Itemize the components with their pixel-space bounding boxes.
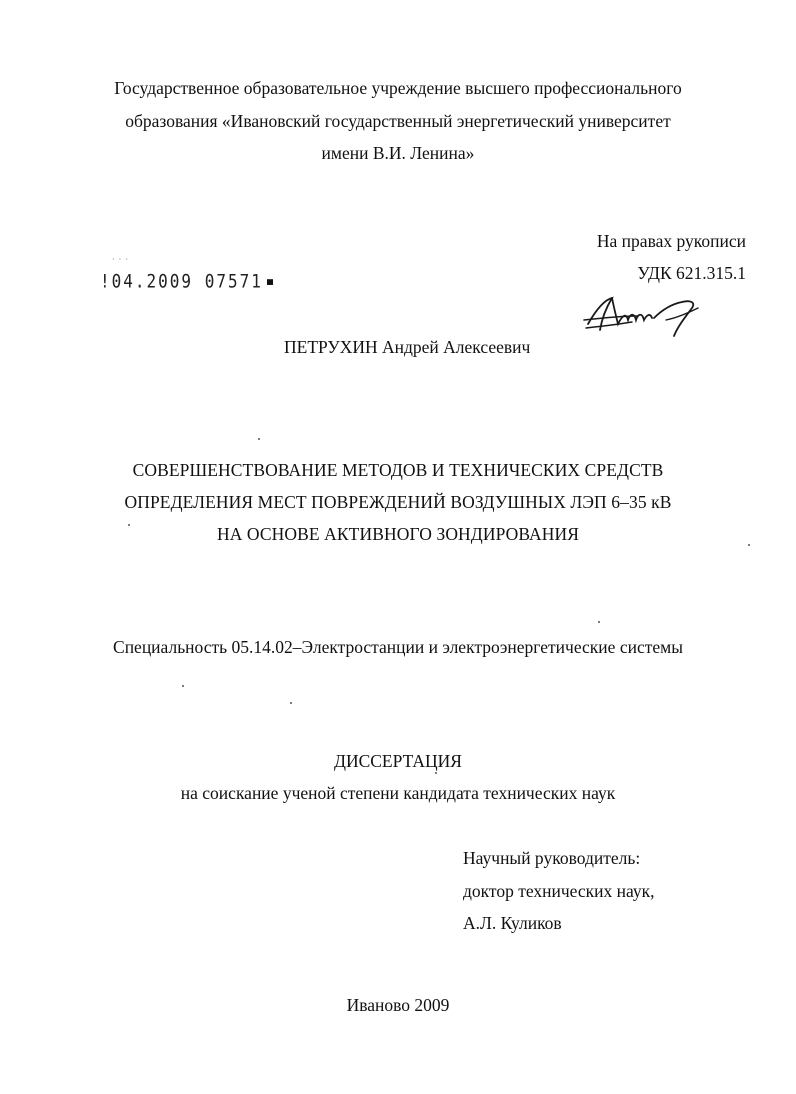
scan-speck [748, 544, 750, 546]
title-line-3: НА ОСНОВЕ АКТИВНОГО ЗОНДИРОВАНИЯ [216, 524, 580, 544]
advisor-label: Научный руководитель: [463, 848, 641, 868]
specialty: Специальность 05.14.02–Электростанции и электроэнергетические системы [113, 637, 683, 657]
udc-code: УДК 621.315.1 [637, 263, 746, 283]
scan-speck [128, 524, 130, 526]
title-line-2: ОПРЕДЕЛЕНИЯ МЕСТ ПОВРЕЖДЕНИЙ ВОЗДУШНЫХ ЛЭП 6–35 кВ [124, 492, 672, 512]
signature-icon [582, 290, 712, 340]
scan-speck [290, 702, 292, 704]
advisor-name: А.Л. Куликов [463, 913, 562, 933]
stamp-tick-marks: · · · [112, 255, 129, 264]
scan-speck [258, 438, 260, 440]
institution-line-2: образования «Ивановский государственный энергетический университет [125, 111, 671, 131]
place-year: Иваново 2009 [346, 995, 450, 1015]
manuscript-note: На правах рукописи [596, 231, 746, 251]
scan-speck [182, 685, 184, 687]
scan-speck [435, 772, 437, 774]
institution-line-1: Государственное образовательное учреждение высшего профессионального [114, 78, 682, 98]
degree-sought: на соискание ученой степени кандидата технических наук [180, 783, 616, 803]
institution-line-3: имени В.И. Ленина» [321, 143, 475, 163]
author-name: ПЕТРУХИН Андрей Алексеевич [284, 337, 531, 357]
document-type: ДИССЕРТАЦИЯ [334, 751, 462, 771]
registration-stamp-number: !04.2009 07571 [100, 270, 263, 292]
scan-speck [598, 621, 600, 623]
stamp-dot-icon [267, 279, 273, 285]
title-line-1: СОВЕРШЕНСТВОВАНИЕ МЕТОДОВ И ТЕХНИЧЕСКИХ СРЕДСТВ [132, 460, 664, 480]
advisor-degree: доктор технических наук, [463, 881, 655, 901]
registration-stamp [100, 270, 273, 292]
